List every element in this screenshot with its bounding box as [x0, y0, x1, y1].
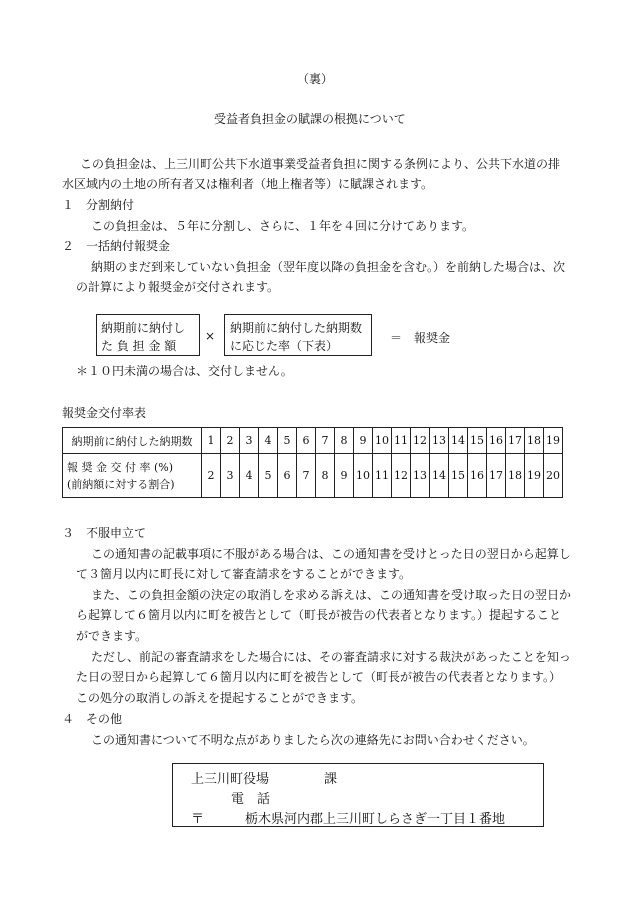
table-cell: 2 [202, 454, 221, 498]
table-cell: 9 [354, 428, 373, 454]
section3-p3-line-3: この処分の取消しの訴えを提起することができます。 [76, 691, 364, 705]
section3-p2-line-2: ら起算して６箇月以内に町を被告として（町長が被告の代表者となります。）提起すること [76, 608, 562, 622]
formula-result: 報奨金 [414, 331, 451, 345]
rate-header-line-2: (前納額に対する割合) [67, 477, 175, 491]
table-cell: 5 [259, 454, 278, 498]
table-cell: 8 [316, 454, 335, 498]
table-cell: 5 [278, 428, 297, 454]
rate-table [62, 427, 563, 498]
rate-table-row-header: 納期前に納付した納期数 [63, 428, 202, 454]
section4-body: この通知書について不明な点がありましたら次の連絡先にお問い合わせください。 [91, 733, 535, 747]
table-cell: 13 [411, 454, 430, 498]
table-cell: 4 [259, 428, 278, 454]
table-cell: 13 [430, 428, 449, 454]
formula-box-rate-line-2: に応じた率（下表） [230, 339, 339, 353]
contact-office: 上三川町役場 [191, 772, 270, 787]
table-cell: 3 [221, 454, 240, 498]
rate-header-line-1: 報 奨 金 交 付 率 (%) [67, 460, 174, 474]
table-cell: 14 [449, 428, 468, 454]
table-cell: 16 [468, 454, 487, 498]
rate-table-row-header [63, 454, 202, 498]
section3-p3-line-2: た日の翌日から起算して６箇月以内に町を被告として（町長が被告の代表者となります。） [76, 670, 562, 684]
table-cell: 8 [335, 428, 354, 454]
table-cell: 9 [335, 454, 354, 498]
formula-box-amount [96, 314, 200, 356]
formula-box-rate [224, 314, 372, 356]
contact-phone-label: 電 話 [231, 792, 271, 807]
rate-table-row-periods [63, 428, 563, 454]
table-cell: 16 [487, 428, 506, 454]
formula-box-amount-line-1: 納期前に納付し [101, 321, 186, 335]
table-cell: 4 [240, 454, 259, 498]
section4-heading: ４ その他 [62, 712, 123, 726]
contact-dept: 課 [324, 772, 338, 787]
formula-equals: ＝ [390, 331, 403, 345]
formula-box-rate-line-1: 納期前に納付した納期数 [230, 321, 363, 335]
rate-table-caption: 報奨金交付率表 [62, 406, 147, 420]
table-cell: 7 [316, 428, 335, 454]
table-cell: 10 [373, 428, 392, 454]
section3-p1-line-1: この通知書の記載事項に不服がある場合は、この通知書を受けとった日の翌日から起算し [91, 547, 571, 561]
section3-p2-line-1: また、この負担金額の決定の取消しを求める訴えは、この通知書を受け取った日の翌日か [91, 588, 572, 602]
table-cell: 2 [221, 428, 240, 454]
formula-box-amount-line-2: た 負 担 金 額 [101, 339, 177, 353]
table-cell: 17 [487, 454, 506, 498]
table-cell: 18 [506, 454, 525, 498]
rounding-note: ＊１０円未満の場合は、交付しません。 [76, 364, 293, 378]
section2-body-line-2: の計算により報奨金が交付されます。 [76, 280, 280, 294]
section2-heading: ２ 一括納付報奨金 [62, 239, 171, 253]
table-cell: 7 [297, 454, 316, 498]
section2-body-line-1: 納期のまだ到来していない負担金（翌年度以降の負担金を含む。）を前納した場合は、次 [91, 260, 566, 274]
table-cell: 10 [354, 454, 373, 498]
section3-p1-line-2: て３箇月以内に町長に対して審査請求をすることができます。 [76, 567, 412, 581]
intro-line-1: この負担金は、上三川町公共下水道事業受益者負担に関する条例により、公共下水道の排 [80, 157, 561, 171]
postal-mark-icon: 〒 [191, 812, 205, 827]
table-cell: 14 [430, 454, 449, 498]
table-cell: 1 [202, 428, 221, 454]
section1-body: この負担金は、５年に分割し、さらに、１年を４回に分けてあります。 [91, 219, 475, 233]
section3-heading: ３ 不服申立て [62, 526, 147, 540]
formula-times: × [205, 329, 216, 343]
contact-box [172, 763, 544, 827]
table-cell: 12 [392, 454, 411, 498]
section3-p2-line-3: ができます。 [76, 629, 148, 643]
page-title: 受益者負担金の賦課の根拠について [214, 112, 406, 126]
side-label: （裏） [297, 72, 334, 86]
table-cell: 12 [411, 428, 430, 454]
section1-heading: １ 分割納付 [62, 198, 135, 212]
table-cell: 11 [392, 428, 411, 454]
table-cell: 17 [506, 428, 525, 454]
contact-address: 栃木県河内郡上三川町しらさぎ一丁目１番地 [245, 812, 506, 827]
table-cell: 11 [373, 454, 392, 498]
table-cell: 15 [468, 428, 487, 454]
table-cell: 20 [544, 454, 563, 498]
table-cell: 18 [525, 428, 544, 454]
table-cell: 15 [449, 454, 468, 498]
table-cell: 6 [278, 454, 297, 498]
section3-p3-line-1: ただし、前記の審査請求をした場合には、その審査請求に対する裁決があったことを知っ [91, 650, 571, 664]
intro-line-2: 水区域内の土地の所有者又は権利者（地上権者等）に賦課されます。 [62, 177, 434, 191]
rate-table-row-rates [63, 454, 563, 498]
table-cell: 19 [544, 428, 563, 454]
table-cell: 19 [525, 454, 544, 498]
table-cell: 3 [240, 428, 259, 454]
table-cell: 6 [297, 428, 316, 454]
